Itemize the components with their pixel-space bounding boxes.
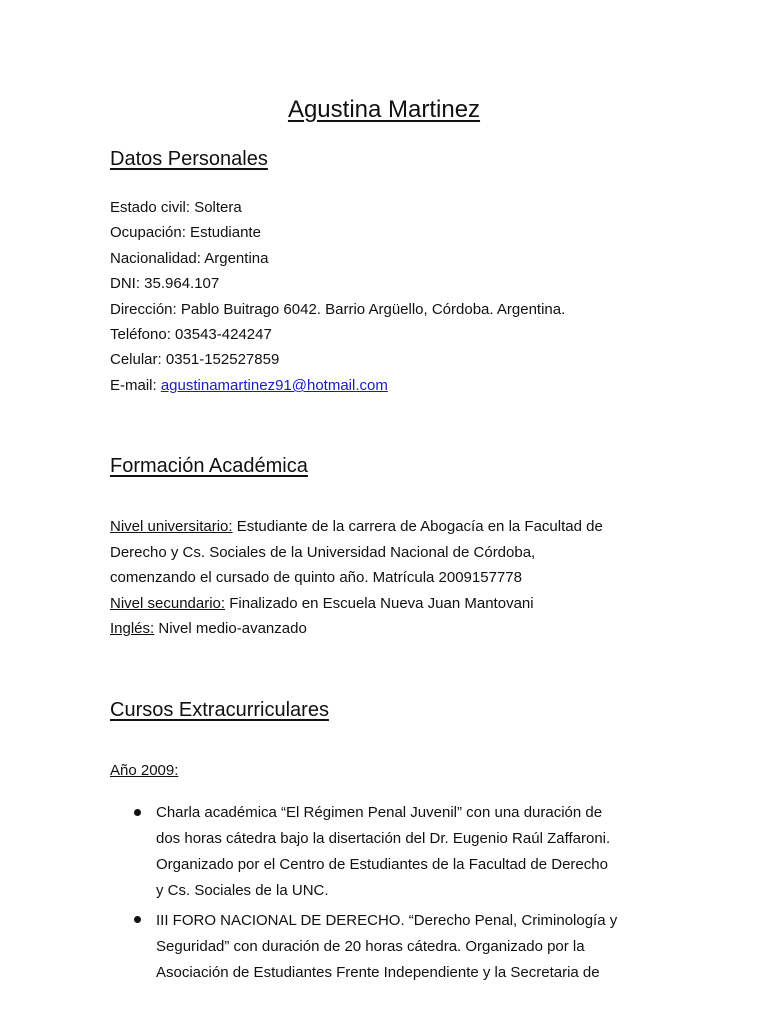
field-label: Dirección: [110, 301, 177, 318]
email-link[interactable]: agustinamartinez91@hotmail.com [160, 377, 388, 394]
field-label: Teléfono: [110, 326, 171, 343]
field-label: Estado civil: [110, 199, 191, 216]
field-label: E-mail: [110, 377, 157, 394]
field-label: Nivel secundario: [110, 595, 226, 612]
list-item [156, 800, 676, 904]
field-nivel-secundario [110, 594, 534, 614]
section-heading-personal: Datos Personales [110, 148, 268, 170]
field-value: Finalizado en Escuela Nueva Juan Mantovani [225, 595, 534, 612]
field-label: Nacionalidad: [110, 250, 201, 267]
bullet-icon [134, 916, 141, 923]
field-nacionalidad [110, 249, 268, 269]
field-label: Inglés: [110, 620, 155, 637]
section-heading-formacion: Formación Académica [110, 455, 308, 477]
field-label: Ocupación: [110, 224, 186, 241]
list-item-line: y Cs. Sociales de la UNC. [156, 882, 329, 899]
year-label: Año 2009 [110, 762, 175, 779]
field-value: Nivel medio-avanzado [154, 620, 307, 637]
field-label: Nivel universitario: [110, 518, 233, 535]
field-telefono [110, 325, 272, 345]
field-dni [110, 274, 219, 294]
field-email [110, 376, 388, 396]
list-item [156, 908, 676, 986]
list-item-line: Asociación de Estudiantes Frente Independiente y la Secretaria de [156, 964, 600, 981]
field-value: Estudiante de la carrera de Abogacía en la Facultad de [232, 518, 603, 535]
field-estado-civil [110, 198, 242, 218]
field-value: 0351-152527859 [161, 351, 280, 368]
field-direccion [110, 300, 565, 320]
list-item-line: dos horas cátedra bajo la disertación del Dr. Eugenio Raúl Zaffaroni. [156, 830, 611, 847]
field-value: 35.964.107 [140, 275, 220, 292]
field-celular [110, 350, 279, 370]
field-nivel-universitario-cont: comenzando el cursado de quinto año. Matrícula 2009157778 [110, 569, 522, 586]
field-value: Soltera [190, 199, 242, 216]
field-nivel-universitario-cont: Derecho y Cs. Sociales de la Universidad Nacional de Córdoba, [110, 544, 536, 561]
field-ingles [110, 619, 307, 639]
field-label: Celular: [110, 351, 162, 368]
field-value: Estudiante [185, 224, 261, 241]
field-ocupacion [110, 223, 261, 243]
list-item-line: Organizado por el Centro de Estudiantes de la Facultad de Derecho [156, 856, 608, 873]
document-title: Agustina Martinez [287, 96, 481, 123]
list-item-line: Seguridad” con duración de 20 horas cátedra. Organizado por la [156, 938, 585, 955]
field-value: Argentina [200, 250, 269, 267]
bullet-icon [134, 809, 141, 816]
field-nivel-universitario [110, 517, 603, 537]
field-value: Pablo Buitrago 6042. Barrio Argüello, Córdoba. Argentina. [176, 301, 566, 318]
field-label: DNI: [110, 275, 140, 292]
section-heading-cursos: Cursos Extracurriculares [110, 699, 329, 721]
year-colon: : [174, 762, 179, 779]
year-heading [110, 761, 178, 781]
list-item-line: III FORO NACIONAL DE DERECHO. “Derecho Penal, Criminología y [156, 912, 618, 929]
list-item-line: Charla académica “El Régimen Penal Juvenil” con una duración de [156, 804, 603, 821]
field-value: 03543-424247 [170, 326, 272, 343]
